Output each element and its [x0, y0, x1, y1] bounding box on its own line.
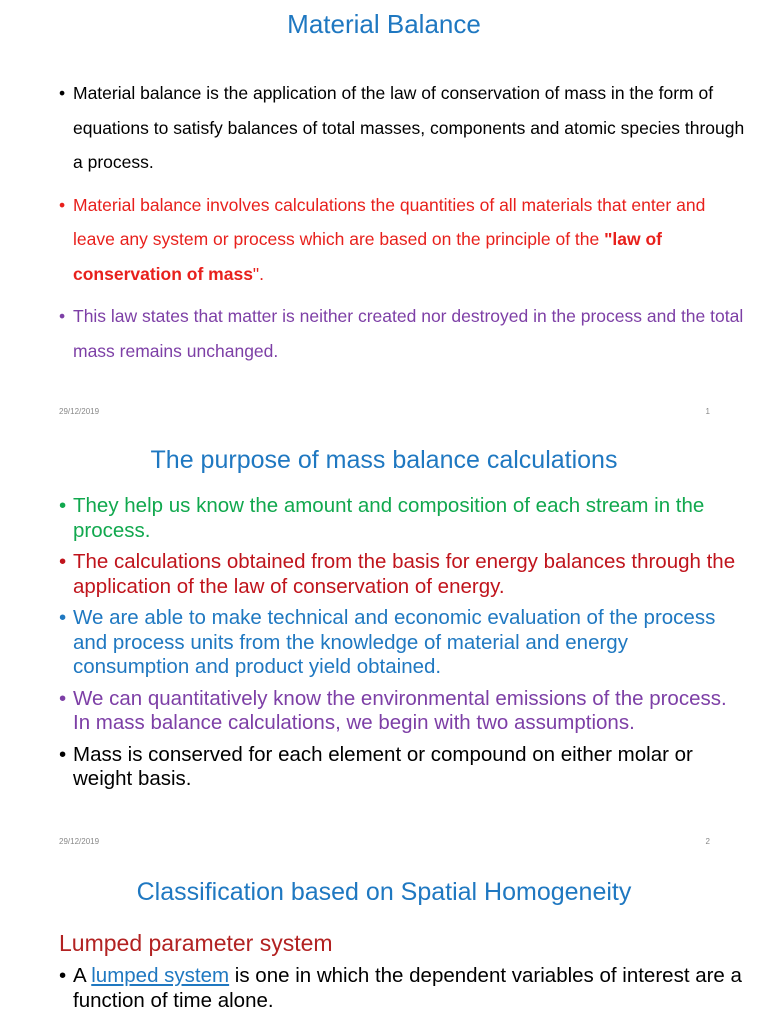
section-subheading: Lumped parameter system — [59, 930, 333, 956]
bullet-text: We are able to make technical and economic evaluation of the process and process units from the knowledge of material and energy consumption and product yield obtained. — [73, 606, 716, 678]
slide-title: The purpose of mass balance calculations — [150, 446, 618, 474]
bullet-text: A — [73, 964, 92, 987]
bullet-emissions — [59, 687, 749, 736]
bullet-calculations — [59, 188, 749, 292]
bullet-evaluation — [59, 606, 749, 680]
bullet-list — [59, 964, 749, 1013]
bullet-mass-conserved — [59, 743, 749, 792]
bullet-definition — [59, 76, 749, 180]
bullet-emphasis: "law of conservation of mass — [73, 229, 663, 284]
bullet-text: Material balance is the application of the law of conservation of mass in the form of equations to satisfy balances of total masses, components and atomic species through a process. — [73, 83, 745, 172]
slide-title: Classification based on Spatial Homogeneity — [136, 878, 632, 906]
slide-purpose — [0, 430, 768, 860]
footer-page-number: 1 — [705, 407, 710, 416]
bullet-text: The calculations obtained from the basis for energy balances through the application of the law of conservation of energy. — [73, 550, 736, 598]
lumped-system-link[interactable]: lumped system — [91, 964, 230, 987]
bullet-text: They help us know the amount and composition of each stream in the process. — [73, 494, 705, 542]
bullet-text: We can quantitatively know the environmental emissions of the process. In mass balance calculations, we begin with two assumptions. — [73, 686, 727, 734]
bullet-list — [59, 76, 749, 376]
bullet-energy-balances — [59, 550, 749, 599]
slide-footer — [0, 837, 768, 847]
bullet-list — [59, 494, 749, 799]
slide-footer — [0, 407, 768, 417]
bullet-text-end: is one in which the dependent variables of interest are a function of time alone. — [73, 964, 742, 1012]
bullet-text: This law states that matter is neither created nor destroyed in the process and the total mass remains unchanged. — [73, 306, 744, 361]
slide-material-balance — [0, 0, 768, 430]
footer-date: 29/12/2019 — [59, 837, 100, 846]
footer-date: 29/12/2019 — [59, 407, 100, 416]
bullet-text-end: ". — [252, 263, 264, 284]
bullet-amount-composition — [59, 494, 749, 543]
bullet-lumped-system — [59, 964, 749, 1013]
bullet-text: Mass is conserved for each element or compound on either molar or weight basis. — [73, 742, 693, 790]
slide-classification — [0, 860, 768, 1024]
slide-title: Material Balance — [287, 9, 481, 39]
footer-page-number: 2 — [705, 837, 710, 846]
bullet-law-statement — [59, 299, 749, 368]
bullet-text: Material balance involves calculations the quantities of all materials that enter and leave any system or process which are based on the principle of the — [73, 194, 706, 249]
